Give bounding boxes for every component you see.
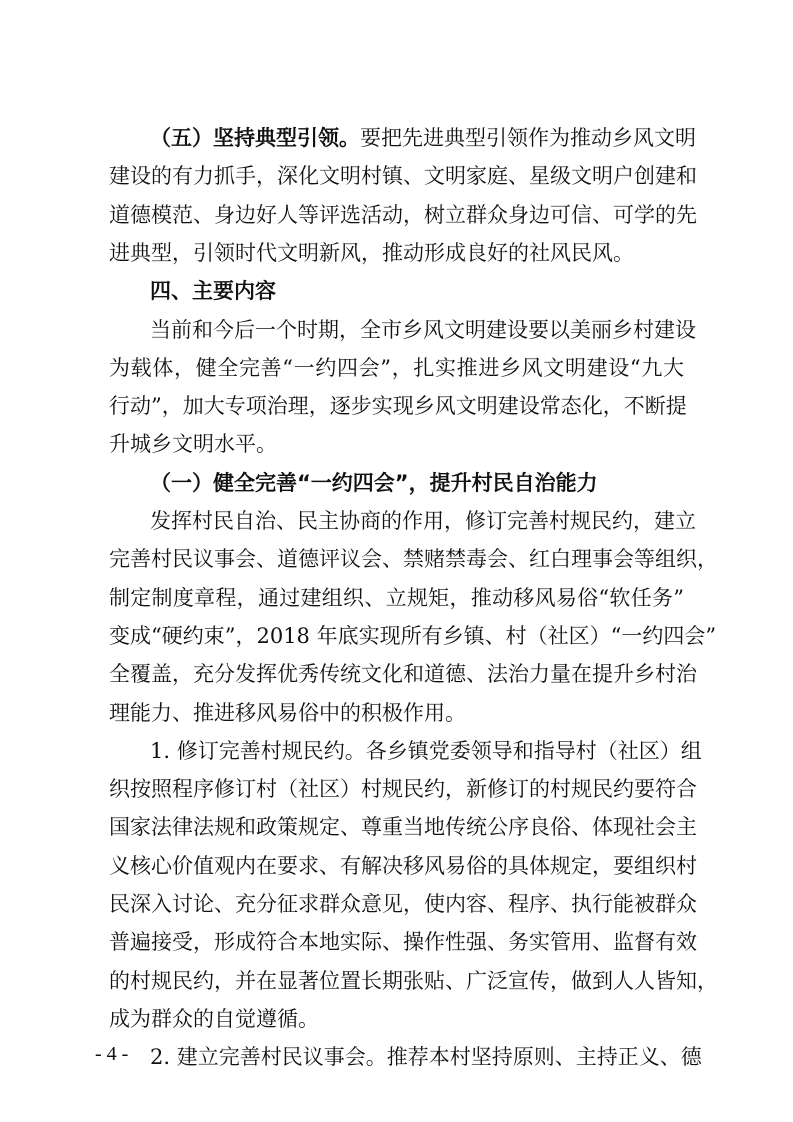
paragraph-line: 进典型，引领时代文明新风，推动形成良好的社风民风。: [109, 240, 634, 265]
paragraph-line: 发挥村民自治、民主协商的作用，修订完善村规民约，建立: [150, 509, 696, 533]
paragraph-line: 变成“硬约束”，2018 年底实现所有乡镇、村（社区）“一约四会”: [109, 623, 717, 648]
paragraph-line: 完善村民议事会、道德评议会、禁赌禁毒会、红白理事会等组织，: [109, 547, 718, 572]
paragraph-line: 道德模范、身边好人等评选活动，树立群众身边可信、可学的先: [109, 202, 697, 227]
paragraph-line: 义核心价值观内在要求、有解决移风易俗的具体规定，要组织村: [109, 853, 697, 878]
page-number: - 4 -: [95, 1043, 129, 1065]
paragraph-line: 理能力、推进移风易俗中的积极作用。: [109, 700, 466, 725]
paragraph-title: （五）坚持典型引领。: [150, 126, 360, 150]
section-heading: 四、主要内容: [150, 279, 276, 304]
paragraph-line: 国家法律法规和政策规定、尊重当地传统公序良俗、体现社会主: [109, 815, 697, 840]
paragraph-line: 普遍接受，形成符合本地实际、操作性强、务实管用、监督有效: [109, 930, 697, 955]
paragraph-line: 制定制度章程，通过建组织、立规矩，推动移风易俗“软任务”: [109, 585, 684, 610]
paragraph-line: 1. 修订完善村规民约。各乡镇党委领导和指导村（社区）组: [150, 738, 702, 763]
paragraph-line: 升城乡文明水平。: [109, 432, 277, 457]
paragraph-line: 行动”，加大专项治理，逐步实现乡风文明建设常态化，不断提: [109, 394, 687, 419]
paragraph-line: 2. 建立完善村民议事会。推荐本村坚持原则、主持正义、德: [150, 1045, 702, 1070]
subsection-heading: （一）健全完善“一约四会”，提升村民自治能力: [150, 470, 598, 495]
paragraph-line: 民深入讨论、充分征求群众意见，使内容、程序、执行能被群众: [109, 892, 697, 916]
paragraph-line: 当前和今后一个时期，全市乡风文明建设要以美丽乡村建设: [150, 317, 696, 342]
paragraph-line: [150, 118, 696, 158]
paragraph-line: 织按照程序修订村（社区）村规民约，新修订的村规民约要符合: [109, 777, 697, 802]
paragraph-text: 要把先进典型引领作为推动乡风文明: [360, 126, 696, 150]
paragraph-line: 全覆盖，充分发挥优秀传统文化和道德、法治力量在提升乡村治: [109, 662, 697, 687]
paragraph-line: 成为群众的自觉遵循。: [109, 1006, 319, 1031]
paragraph-line: 的村规民约，并在显著位置长期张贴、广泛宣传，做到人人皆知，: [109, 968, 718, 993]
paragraph-line: 为载体，健全完善“一约四会”，扎实推进乡风文明建设“九大: [109, 355, 684, 380]
paragraph-line: 建设的有力抓手，深化文明村镇、文明家庭、星级文明户创建和: [109, 164, 697, 189]
